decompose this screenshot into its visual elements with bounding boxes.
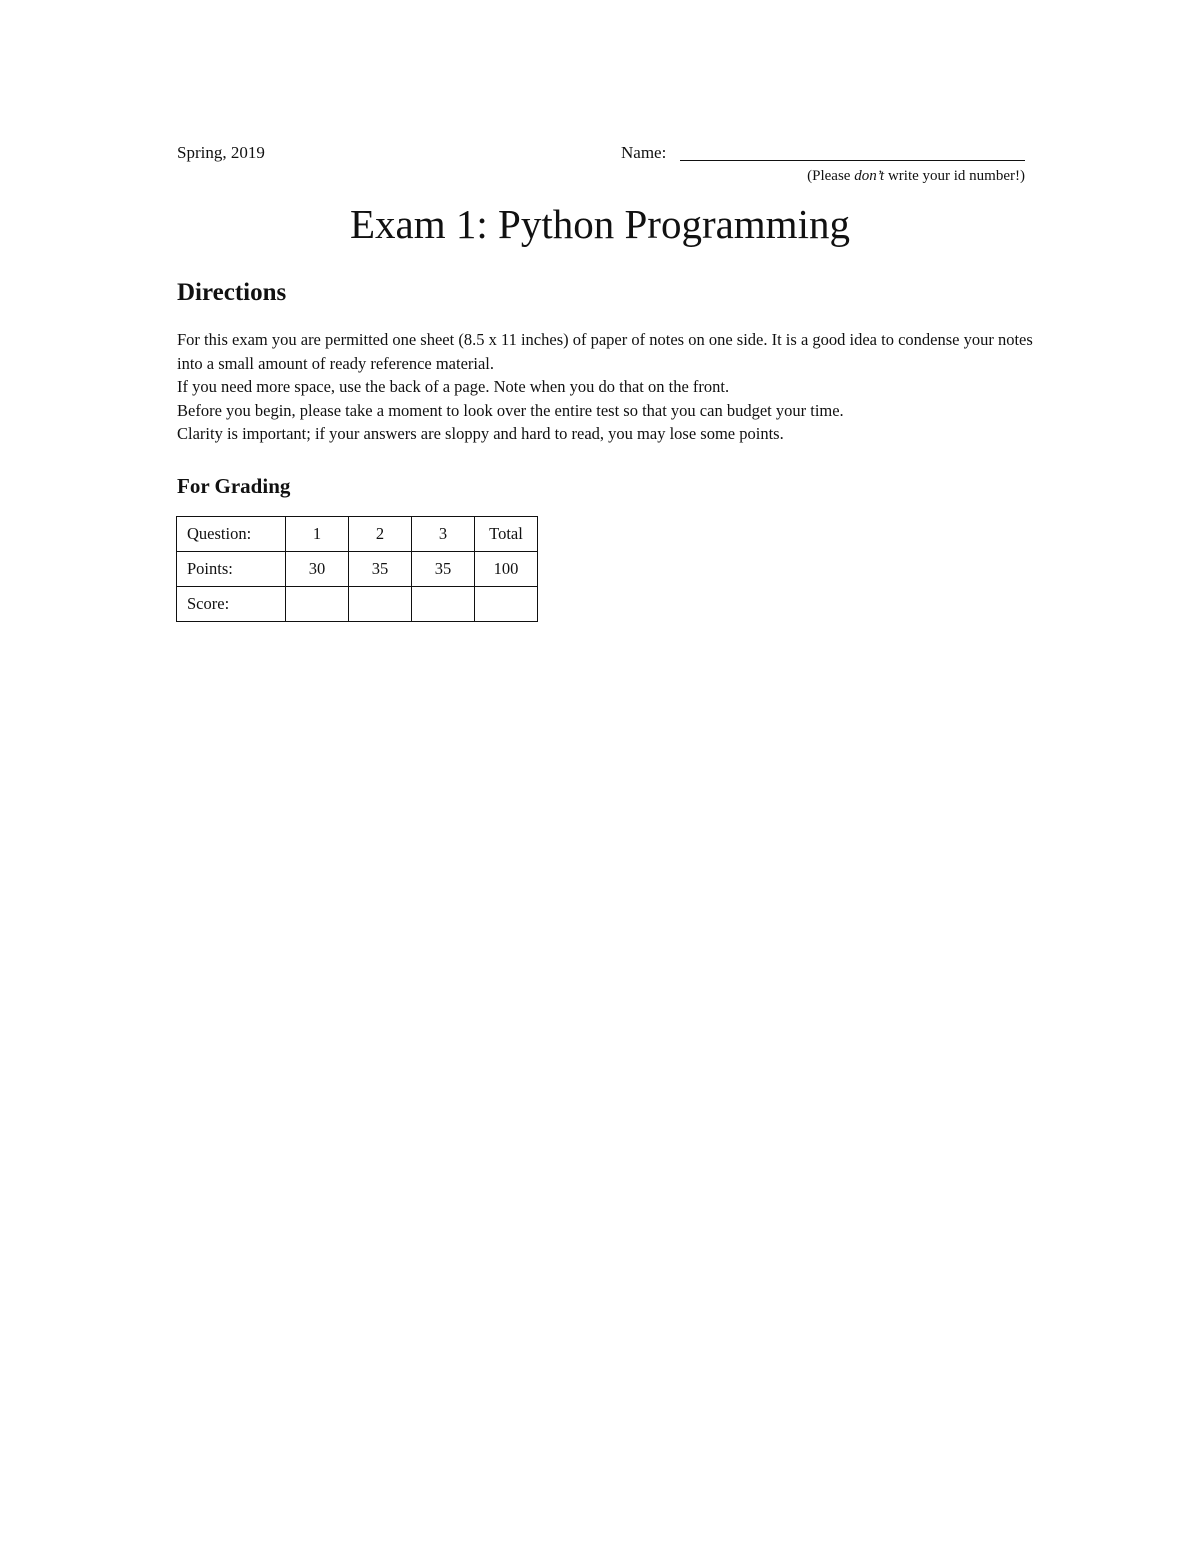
directions-paragraph: For this exam you are permitted one sheet (8.5 x 11 inches) of paper of notes on one side. It is a good idea to condense your notes into a small amount of ready reference material. [177, 330, 1033, 373]
table-cell: 1 [286, 517, 349, 552]
directions-heading: Directions [177, 279, 287, 306]
directions-paragraph: Clarity is important; if your answers are sloppy and hard to read, you may lose some points. [177, 424, 784, 443]
directions-paragraph: If you need more space, use the back of a page. Note when you do that on the front. [177, 377, 730, 396]
question-row [177, 517, 538, 552]
name-field[interactable] [621, 143, 1025, 169]
table-cell: 35 [349, 552, 412, 587]
name-blank-line[interactable] [680, 160, 1025, 161]
page-title: Exam 1: Python Programming [350, 201, 850, 247]
table-cell: 3 [412, 517, 475, 552]
table-cell: 2 [349, 517, 412, 552]
row-label: Points: [177, 552, 286, 587]
score-entry-cell[interactable] [475, 587, 538, 622]
header-row [177, 143, 1025, 169]
note-text-end: write your id number!) [884, 168, 1025, 184]
score-entry-cell[interactable] [286, 587, 349, 622]
table-cell: Total [475, 517, 538, 552]
directions-text [177, 328, 1037, 446]
name-label: Name: [621, 143, 667, 162]
note-emphasis: don’t [854, 168, 885, 184]
id-warning-note [807, 168, 1025, 185]
grading-table [176, 516, 538, 622]
term-label: Spring, 2019 [177, 143, 265, 162]
table-cell: 100 [475, 552, 538, 587]
table-cell: 35 [412, 552, 475, 587]
score-entry-cell[interactable] [349, 587, 412, 622]
table-cell: 30 [286, 552, 349, 587]
score-row [177, 587, 538, 622]
row-label: Score: [177, 587, 286, 622]
grading-heading: For Grading [177, 474, 291, 498]
note-text-start: (Please [807, 168, 855, 184]
directions-paragraph: Before you begin, please take a moment to look over the entire test so that you can budget your time. [177, 400, 844, 420]
points-row [177, 552, 538, 587]
row-label: Question: [177, 517, 286, 552]
score-entry-cell[interactable] [412, 587, 475, 622]
